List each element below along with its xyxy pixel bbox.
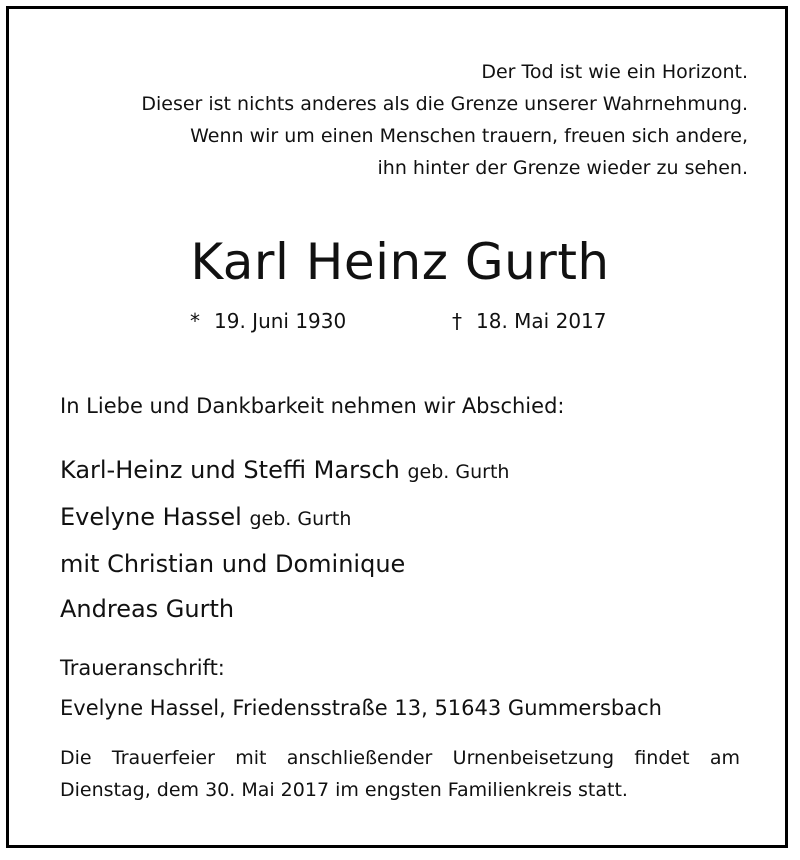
death-date: 18. Mai 2017 [476, 309, 607, 333]
address-value: Evelyne Hassel, Friedensstraße 13, 51643 Gummersbach [60, 696, 662, 720]
poem-line: Der Tod ist wie ein Horizont. [481, 61, 748, 83]
notice-line: Dienstag, dem 30. Mai 2017 im engsten Familienkreis statt. [60, 779, 628, 801]
birth-date: 19. Juni 1930 [214, 309, 347, 333]
funeral-notice [60, 742, 740, 806]
farewell-intro: In Liebe und Dankbarkeit nehmen wir Abschied: [60, 394, 565, 418]
mourner-name: mit Christian und Dominique [60, 550, 406, 578]
death-cross-icon: † [452, 309, 462, 333]
mourner-nee: geb. Gurth [407, 461, 510, 483]
mourner-nee: geb. Gurth [249, 508, 352, 530]
mourner-item [60, 542, 509, 587]
birth-date-line [190, 306, 346, 336]
deceased-name: Karl Heinz Gurth [190, 233, 610, 291]
address-label: Traueranschrift: [60, 656, 225, 680]
mourner-item [60, 495, 509, 542]
birth-star-icon: * [190, 309, 200, 333]
poem [141, 56, 748, 184]
mourner-item [60, 587, 509, 632]
mourner-name: Evelyne Hassel [60, 503, 242, 531]
mourner-item [60, 448, 509, 495]
death-date-line [452, 306, 607, 336]
mourners-list [60, 448, 509, 632]
poem-line: Dieser ist nichts anderes als die Grenze unserer Wahrnehmung. [141, 93, 748, 115]
mourner-name: Karl-Heinz und Steffi Marsch [60, 456, 400, 484]
poem-line: Wenn wir um einen Menschen trauern, freuen sich andere, [190, 125, 748, 147]
poem-line: ihn hinter der Grenze wieder zu sehen. [377, 157, 748, 179]
notice-line: Die Trauerfeier mit anschließender Urnenbeisetzung findet am [60, 747, 740, 769]
mourner-name: Andreas Gurth [60, 595, 235, 623]
